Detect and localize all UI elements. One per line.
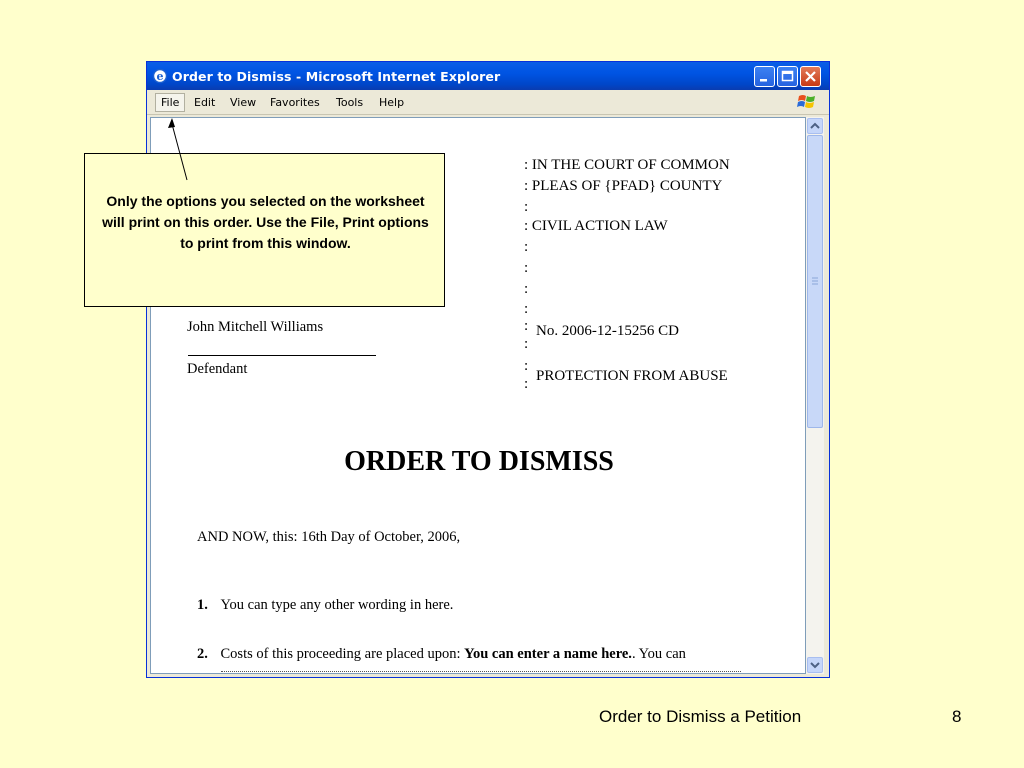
colon-separator: : [524, 336, 529, 352]
internet-explorer-icon [152, 68, 168, 84]
colon-separator: : [524, 281, 529, 297]
item-text [221, 646, 686, 662]
menu-favorites[interactable]: Favorites [270, 96, 320, 109]
colon-separator: : [524, 358, 529, 374]
menu-edit[interactable]: Edit [194, 96, 216, 109]
menu-help[interactable]: Help [379, 96, 405, 109]
minimize-button[interactable] [754, 66, 775, 87]
maximize-icon [778, 67, 797, 86]
vertical-scrollbar[interactable] [806, 117, 824, 674]
item-text-part: . You can [631, 646, 686, 662]
case-type: PROTECTION FROM ABUSE [536, 368, 728, 384]
colon-separator: : [524, 318, 529, 334]
colon-separator: : [524, 376, 529, 392]
minimize-icon [755, 67, 774, 86]
defendant-label: Defendant [187, 361, 248, 377]
order-title: ORDER TO DISMISS [344, 446, 614, 477]
cut-off-text [221, 671, 741, 673]
list-item [197, 597, 453, 614]
callout-text: Only the options you selected on the worksheet will print on this order. Use the File, Print options to print from this window. [102, 193, 429, 251]
grip-icon [808, 136, 822, 427]
close-button[interactable] [800, 66, 821, 87]
scroll-thumb[interactable] [807, 135, 823, 428]
menu-file[interactable]: File [155, 93, 185, 112]
court-line-2: : PLEAS OF {PFAD} COUNTY [524, 178, 723, 194]
item-text-bold: You can enter a name here. [464, 646, 632, 662]
item-text-part: Costs of this proceeding are placed upon: [220, 646, 465, 662]
court-line-3: : CIVIL ACTION LAW [524, 218, 668, 234]
cut-off-line [221, 670, 741, 673]
colon-separator: : [524, 260, 529, 276]
scroll-down-button[interactable] [807, 657, 823, 673]
defendant-name: John Mitchell Williams [187, 319, 324, 335]
scroll-up-button[interactable] [807, 118, 823, 134]
item-number: 1. [197, 597, 208, 613]
svg-text:e: e [156, 70, 164, 83]
colon-separator: : [524, 199, 529, 215]
item-text: You can type any other wording in here. [220, 597, 454, 613]
signature-line [188, 355, 376, 356]
menu-bar [147, 90, 829, 115]
and-now-text: AND NOW, this: 16th Day of October, 2006, [197, 529, 461, 545]
list-item [197, 646, 686, 663]
colon-separator: : [524, 301, 529, 317]
maximize-button[interactable] [777, 66, 798, 87]
colon-separator: : [524, 239, 529, 255]
windows-logo-icon [797, 93, 817, 111]
chevron-up-icon [808, 119, 822, 133]
footer-title: Order to Dismiss a Petition [599, 707, 802, 726]
chevron-down-icon [808, 658, 822, 672]
item-number: 2. [197, 646, 208, 662]
close-icon [801, 67, 820, 86]
window-title: Order to Dismiss - Microsoft Internet Explorer [172, 69, 501, 84]
court-line-1: : IN THE COURT OF COMMON [524, 157, 730, 173]
case-number: No. 2006-12-15256 CD [536, 323, 679, 339]
menu-view[interactable]: View [230, 96, 257, 109]
page-number: 8 [952, 707, 962, 726]
callout-box [84, 153, 445, 307]
title-bar[interactable] [147, 62, 829, 90]
menu-tools[interactable]: Tools [336, 96, 364, 109]
